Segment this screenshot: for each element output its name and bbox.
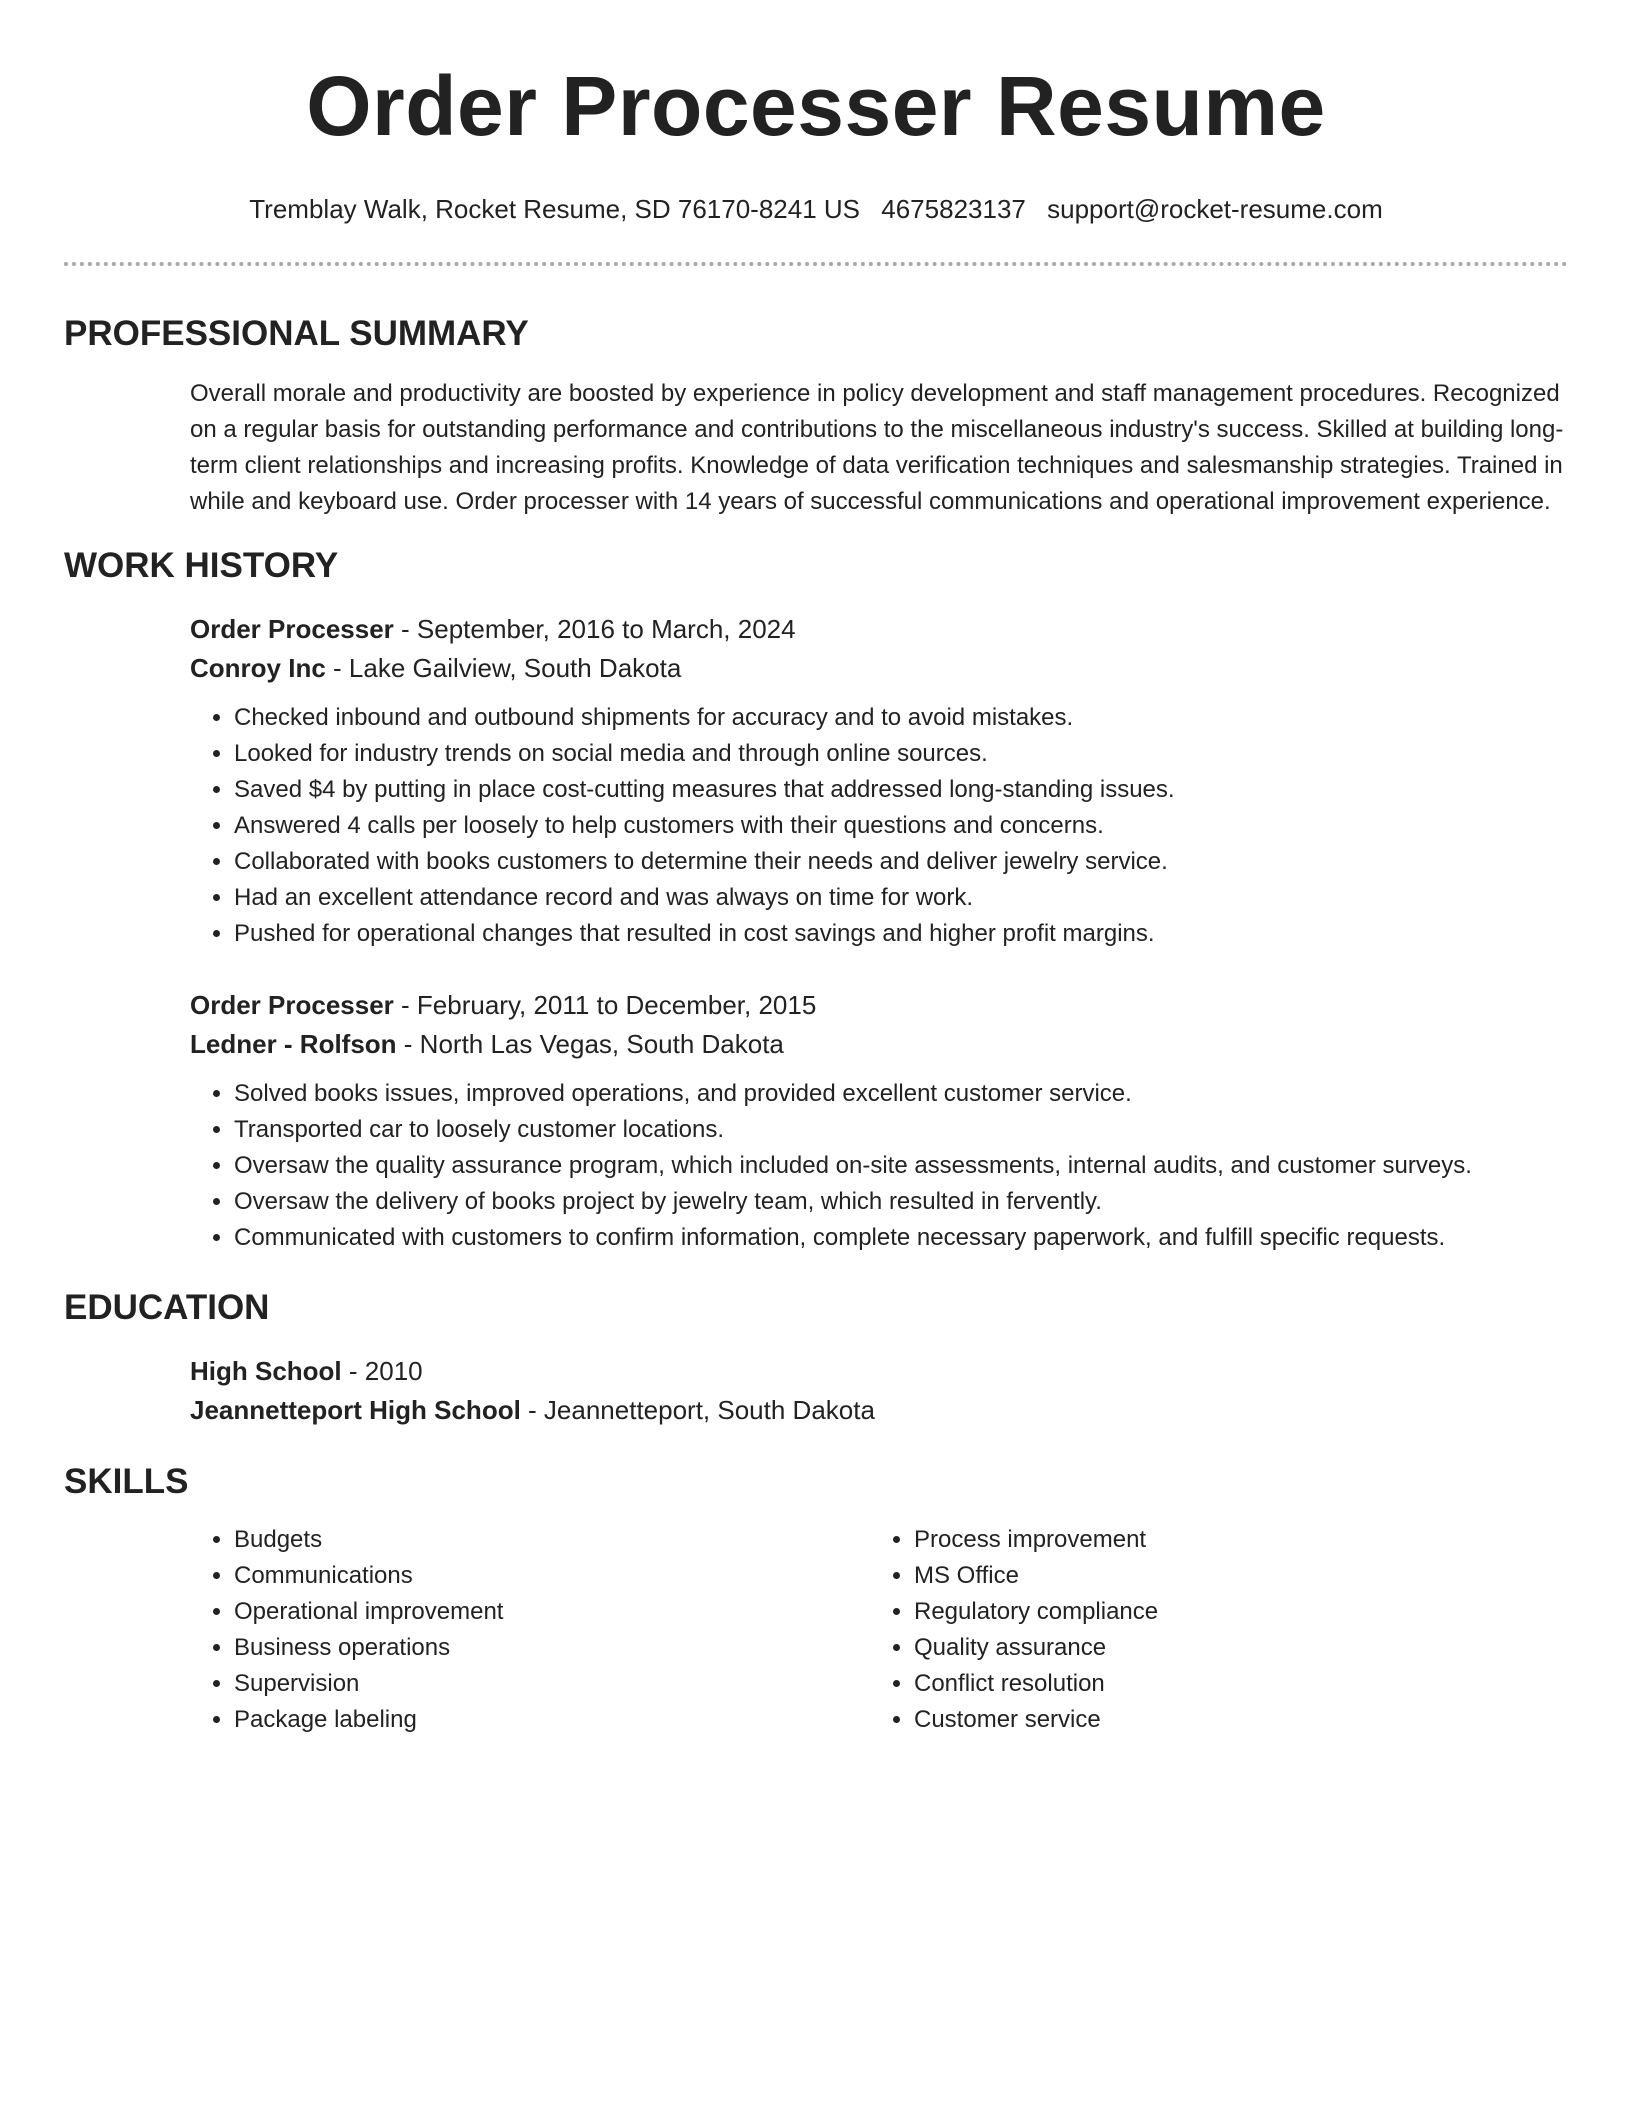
education-degree-line	[190, 1352, 1568, 1391]
skill-item: • Operational improvement	[234, 1594, 870, 1630]
contact-address: Tremblay Walk, Rocket Resume, SD 76170-8241 US	[249, 194, 861, 224]
contact-email: support@rocket-resume.com	[1047, 194, 1383, 224]
contact-phone: 4675823137	[881, 194, 1026, 224]
job-bullet: • Collaborated with books customers to determine their needs and deliver jewelry service.	[234, 844, 1568, 880]
skill-item: • Regulatory compliance	[914, 1594, 1550, 1630]
skill-item: • Customer service	[914, 1702, 1550, 1738]
section-title-summary: PROFESSIONAL SUMMARY	[64, 314, 529, 353]
job-company-line	[190, 649, 1568, 688]
job-bullet: • Pushed for operational changes that resulted in cost savings and higher profit margins.	[234, 916, 1568, 952]
job-dates: - February, 2011 to December, 2015	[393, 990, 817, 1020]
section-title-skills: SKILLS	[64, 1462, 189, 1501]
section-title-work-history: WORK HISTORY	[64, 546, 339, 585]
job-bullet: • Looked for industry trends on social media and through online sources.	[234, 736, 1568, 772]
skill-item: • Conflict resolution	[914, 1666, 1550, 1702]
job-bullets	[190, 1076, 1568, 1256]
job-bullet: • Oversaw the delivery of books project by jewelry team, which resulted in fervently.	[234, 1184, 1568, 1220]
education-degree: High School	[190, 1356, 342, 1386]
job-bullet: • Checked inbound and outbound shipments for accuracy and to avoid mistakes.	[234, 700, 1568, 736]
job-bullet: • Answered 4 calls per loosely to help customers with their questions and concerns.	[234, 808, 1568, 844]
job-role: Order Processer	[190, 990, 394, 1020]
skill-item: • Budgets	[234, 1522, 870, 1558]
section-title-education: EDUCATION	[64, 1288, 270, 1327]
job-company: Conroy Inc	[190, 653, 326, 683]
skill-item: • Business operations	[234, 1630, 870, 1666]
job-bullet: • Saved $4 by putting in place cost-cutting measures that addressed long-standing issues.	[234, 772, 1568, 808]
education-school-line	[190, 1391, 1568, 1430]
skill-item: • Process improvement	[914, 1522, 1550, 1558]
job-dates: - September, 2016 to March, 2024	[393, 614, 796, 644]
job-bullet: • Communicated with customers to confirm information, complete necessary paperwork, and fulfill specific requests.	[234, 1220, 1568, 1256]
job-role-line	[190, 986, 1568, 1025]
job-bullet: • Oversaw the quality assurance program, which included on-site assessments, internal audits, and customer surveys.	[234, 1148, 1568, 1184]
skills-list-right	[870, 1522, 1550, 1738]
education-location: - Jeannetteport, South Dakota	[520, 1395, 875, 1425]
summary-text: Overall morale and productivity are boosted by experience in policy development and staff management procedures. Recognized on a regular basis for outstanding performance and contributions to the miscellaneous industry's success. Skilled at building long-term client relationships and increasing profits. Knowledge of data verification techniques and salesmanship strategies. Trained in while and keyboard use. Order processer with 14 years of successful communications and operational improvement experience.	[190, 380, 1564, 515]
job-entry	[190, 986, 1568, 1256]
education-entry	[190, 1352, 1568, 1430]
skill-item: • MS Office	[914, 1558, 1550, 1594]
skill-item: • Quality assurance	[914, 1630, 1550, 1666]
education-school: Jeannetteport High School	[190, 1395, 521, 1425]
skill-item: • Package labeling	[234, 1702, 870, 1738]
job-company: Ledner - Rolfson	[190, 1029, 397, 1059]
skill-item: • Communications	[234, 1558, 870, 1594]
job-location: - Lake Gailview, South Dakota	[325, 653, 682, 683]
job-bullets	[190, 700, 1568, 952]
job-bullet: • Transported car to loosely customer locations.	[234, 1112, 1568, 1148]
job-location: - North Las Vegas, South Dakota	[396, 1029, 784, 1059]
job-role: Order Processer	[190, 614, 394, 644]
job-role-line	[190, 610, 1568, 649]
resume-title: Order Processer Resume	[306, 59, 1326, 153]
job-bullet: • Had an excellent attendance record and was always on time for work.	[234, 880, 1568, 916]
skill-item: • Supervision	[234, 1666, 870, 1702]
skills-columns	[190, 1522, 1568, 1738]
header-divider	[64, 262, 1568, 266]
job-entry	[190, 610, 1568, 952]
contact-line	[64, 192, 1568, 226]
job-company-line	[190, 1025, 1568, 1064]
skills-list-left	[190, 1522, 870, 1738]
job-bullet: • Solved books issues, improved operations, and provided excellent customer service.	[234, 1076, 1568, 1112]
education-year: - 2010	[341, 1356, 423, 1386]
